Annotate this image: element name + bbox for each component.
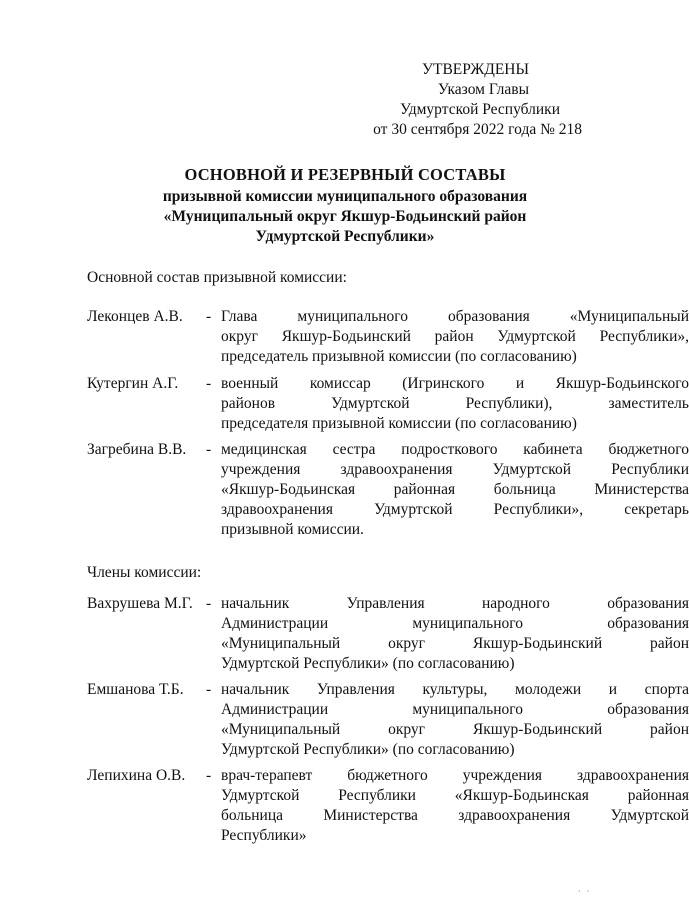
- description-line: районов Удмуртской Республики), заместитель: [221, 395, 689, 412]
- description-line: начальник Управления культуры, молодежи и спорта: [221, 681, 689, 698]
- dash-separator: -: [206, 595, 212, 612]
- approval-line-4: от 30 сентября 2022 года № 218: [373, 121, 582, 138]
- title-line-4: Удмуртской Республики»: [255, 228, 435, 245]
- description-line: Администрации муниципального образования: [221, 701, 689, 718]
- title-line-1: ОСНОВНОЙ И РЕЗЕРВНЫЙ СОСТАВЫ: [184, 165, 506, 184]
- approval-line-1: УТВЕРЖДЕНЫ: [422, 61, 529, 78]
- title-line-3: «Муниципальный округ Якшур-Бодьинский район: [163, 208, 527, 225]
- description-line: Администрации муниципального образования: [221, 615, 689, 632]
- member-name: Емшанова Т.Б.: [87, 681, 184, 698]
- approval-line-2: Указом Главы: [437, 81, 529, 98]
- description-line: председателя призывной комиссии (по согласованию): [221, 415, 577, 432]
- description-line: председатель призывной комиссии (по согласованию): [221, 348, 577, 365]
- member-name: Леконцев А.В.: [87, 308, 183, 325]
- title-line-2: призывной комиссии муниципального образования: [162, 188, 528, 205]
- dash-separator: -: [206, 681, 212, 698]
- description-line: Удмуртской Республики «Якшур-Бодьинская районная: [221, 787, 689, 804]
- description-line: «Якшур-Бодьинская районная больница Министерства: [221, 481, 689, 498]
- description-line: Глава муниципального образования «Муниципальный: [221, 308, 689, 325]
- dash-separator: -: [206, 375, 212, 392]
- description-line: здравоохранения Удмуртской Республики», секретарь: [221, 501, 689, 518]
- member-description: [221, 766, 689, 846]
- main-section-label: Основной состав призывной комиссии:: [87, 269, 347, 286]
- description-line: «Муниципальный округ Якшур-Бодьинский район: [221, 635, 689, 652]
- description-line: Удмуртской Республики» (по согласованию): [221, 741, 515, 758]
- member-description: [221, 594, 689, 674]
- member-name: Загребина В.В.: [87, 441, 187, 458]
- dash-separator: -: [206, 308, 212, 325]
- member-description: [221, 307, 689, 367]
- approval-stamp: [340, 60, 582, 140]
- description-line: Республики»: [221, 827, 307, 844]
- description-line: Удмуртской Республики» (по согласованию): [221, 655, 515, 672]
- description-line: начальник Управления народного образования: [221, 595, 689, 612]
- member-description: [221, 374, 689, 434]
- member-description: [221, 440, 689, 540]
- member-name: Лепихина О.В.: [87, 767, 186, 784]
- approval-line-3: Удмуртской Республики: [399, 101, 560, 118]
- description-line: врач-терапевт бюджетного учреждения здравоохранения: [221, 767, 689, 784]
- description-line: военный комиссар (Игринского и Якшур-Бодьинского: [221, 375, 689, 392]
- scan-speck-marks: · ·: [578, 887, 592, 896]
- member-name: Кутергин А.Г.: [87, 375, 179, 392]
- description-line: медицинская сестра подросткового кабинета бюджетного: [221, 441, 689, 458]
- dash-separator: -: [206, 441, 212, 458]
- description-line: учреждения здравоохранения Удмуртской Республики: [221, 461, 689, 478]
- document-title: [90, 165, 600, 247]
- description-line: «Муниципальный округ Якшур-Бодьинский район: [221, 721, 689, 738]
- members-section-label: Члены комиссии:: [87, 564, 202, 581]
- description-line: округ Якшур-Бодьинский район Удмуртской Республики»,: [221, 328, 689, 345]
- dash-separator: -: [206, 767, 212, 784]
- description-line: больница Министерства здравоохранения Удмуртской: [221, 807, 689, 824]
- description-line: призывной комиссии.: [221, 521, 364, 538]
- member-name: Вахрушева М.Г.: [87, 595, 193, 612]
- member-description: [221, 680, 689, 760]
